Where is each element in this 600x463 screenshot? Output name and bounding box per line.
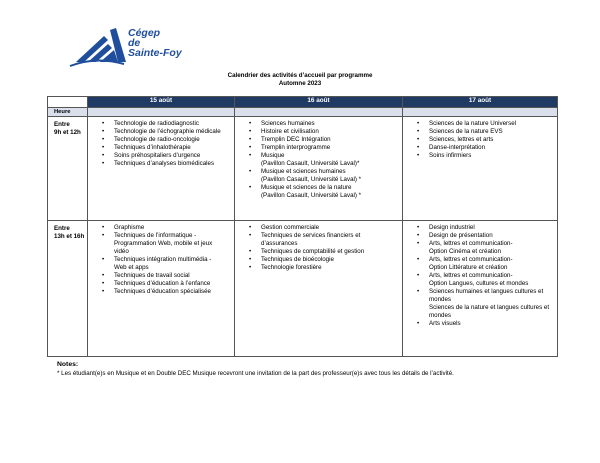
list-item-continuation: Option Littérature et création (429, 264, 508, 271)
time-label: 13h et 16h (54, 233, 85, 240)
list-item: • Techniques de l’informatique - (104, 232, 230, 240)
list-item: • Soins préhospitaliers d’urgence (104, 152, 230, 160)
list-item: • Arts, lettres et communication- (419, 256, 553, 264)
table-header-row (48, 97, 558, 108)
time-cell (48, 221, 88, 357)
list-item: • Musique et sciences de la nature (251, 184, 398, 192)
list-item: • Techniques d’inhalothérapie (104, 144, 230, 152)
title-line-2: Automne 2023 (278, 80, 322, 87)
list-item: • Techniques d’éducation à l’enfance (104, 280, 230, 288)
list-item: • Musique (251, 152, 398, 160)
activities-cell (235, 117, 403, 221)
time-label: 9h et 12h (54, 129, 81, 136)
day-header: 17 août (403, 97, 558, 108)
schedule-table (47, 96, 558, 357)
list-item: • Technologie forestière (251, 264, 398, 272)
list-item-continuation: Option Cinéma et création (429, 248, 501, 255)
list-item: • Musique et sciences humaines (251, 168, 398, 176)
list-item: • Arts, lettres et communication- (419, 240, 553, 248)
list-item: • Tremplin interprogramme (251, 144, 398, 152)
heure-label: Heure (48, 108, 88, 117)
list-item: • Tremplin DEC Intégration (251, 136, 398, 144)
list-item: • Danse-interprétation (419, 144, 553, 152)
list-item: • Sciences humaines et langues cultures et (419, 288, 553, 296)
page-title (0, 72, 600, 88)
notes-section (57, 360, 454, 378)
list-item-continuation: Programmation Web, mobile et jeux (114, 240, 213, 247)
time-label: Entre (54, 121, 70, 128)
logo-text (128, 28, 182, 58)
notes-title: Notes: (57, 361, 79, 368)
header-blank-cell (48, 97, 88, 108)
list-item: • Techniques de bioécologie (251, 256, 398, 264)
list-item: • Arts visuels (419, 320, 553, 328)
list-item-continuation: (Pavillon Casault, Université Laval) * (261, 192, 362, 199)
list-item: • Sciences de la nature Universel (419, 120, 553, 128)
day-header: 16 août (235, 97, 403, 108)
list-item-continuation: mondes (429, 312, 452, 319)
list-item: • Histoire et civilisation (251, 128, 398, 136)
day-header: 15 août (88, 97, 235, 108)
list-item-continuation: vidéo (114, 248, 129, 255)
table-row (48, 221, 558, 357)
logo-line-3: Sainte-Foy (128, 47, 182, 59)
list-item: • Techniques d’éducation spécialisée (104, 288, 230, 296)
list-item: • Techniques d’analyses biomédicales (104, 160, 230, 168)
time-cell (48, 117, 88, 221)
heure-blank-cell (88, 108, 235, 117)
list-item-continuation: d’assurances (261, 240, 298, 247)
list-item: • Techniques de services financiers et (251, 232, 398, 240)
list-item: • Design industriel (419, 224, 553, 232)
title-line-1: Calendrier des activités d’accueil par programme (227, 72, 373, 79)
activities-cell (235, 221, 403, 357)
activities-cell (403, 221, 558, 357)
notes-text: * Les étudiant(e)s en Musique et en Double DEC Musique recevront une invitation de la part des professeur(e)s avec tous les détails de l’activité. (57, 370, 454, 377)
list-item: • Arts, lettres et communication- (419, 272, 553, 280)
list-item: • Technologie de l’échographie médicale (104, 128, 230, 136)
list-item-continuation: Web et apps (114, 264, 149, 271)
activities-cell (88, 117, 235, 221)
logo-line-2: de (128, 37, 141, 49)
list-item: • Sciences de la nature EVS (419, 128, 553, 136)
activities-cell (88, 221, 235, 357)
list-item: • Technologie de radio-oncologie (104, 136, 230, 144)
list-item: • Techniques intégration multimédia - (104, 256, 230, 264)
list-item-continuation: (Pavillon Casault, Université Laval)* (261, 160, 360, 167)
heure-blank-cell (235, 108, 403, 117)
logo-line-1: Cégep (128, 27, 161, 39)
table-row (48, 117, 558, 221)
list-item: • Sciences, lettres et arts (419, 136, 553, 144)
list-item: • Soins infirmiers (419, 152, 553, 160)
list-item: • Sciences humaines (251, 120, 398, 128)
heure-blank-cell (403, 108, 558, 117)
list-item: • Technologie de radiodiagnostic (104, 120, 230, 128)
list-item-continuation: Sciences de la nature et langues cultures et (429, 304, 550, 311)
list-item: • Techniques de comptabilité et gestion (251, 248, 398, 256)
list-item-continuation: mondes (429, 296, 452, 303)
list-item: • Design de présentation (419, 232, 553, 240)
list-item-continuation: (Pavillon Casault, Université Laval) * (261, 176, 362, 183)
list-item: • Gestion commerciale (251, 224, 398, 232)
activities-cell (403, 117, 558, 221)
heure-row (48, 108, 558, 117)
time-label: Entre (54, 225, 70, 232)
list-item-continuation: Option Langues, cultures et mondes (429, 280, 529, 287)
list-item: • Graphisme (104, 224, 230, 232)
list-item: • Techniques de travail social (104, 272, 230, 280)
